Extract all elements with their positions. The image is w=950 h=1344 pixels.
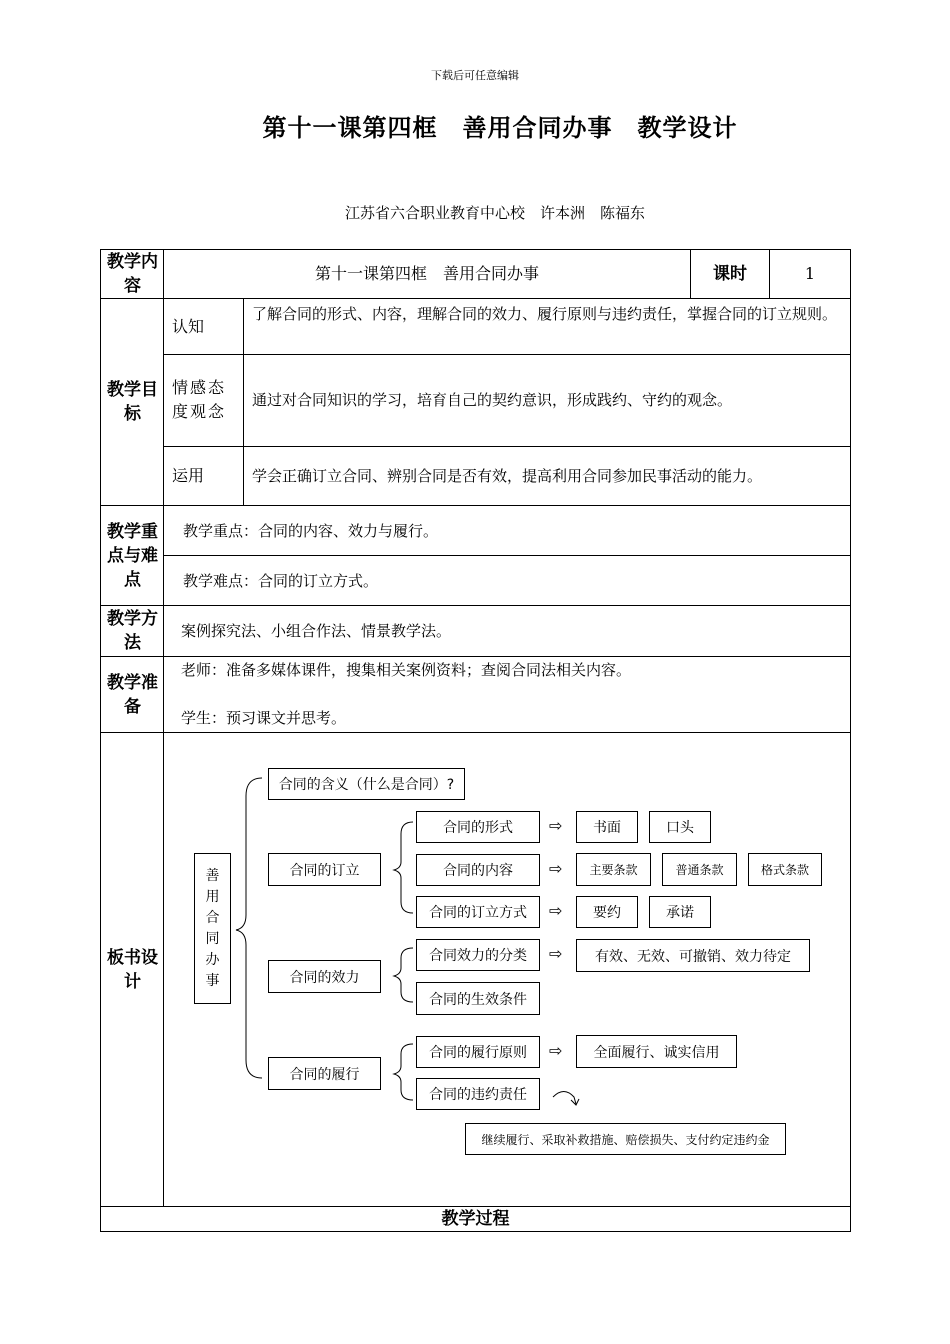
board-content-item: 主要条款: [576, 853, 651, 886]
board-breach-items: 继续履行、采取补救措施、赔偿损失、支付约定违约金: [465, 1123, 786, 1155]
board-content-item: 普通条款: [662, 853, 737, 886]
goal-emotion-label: 情感态度观念: [172, 378, 227, 421]
focus-point: 教学重点：合同的内容、效力与履行。: [183, 522, 439, 540]
prep-student: 学生：预习课文并思考。: [181, 709, 347, 727]
arrow-right-icon: ⇨: [549, 901, 563, 920]
difficult-point: 教学难点：合同的订立方式。: [183, 572, 379, 590]
arrow-right-icon: ⇨: [549, 1041, 563, 1060]
board-perform: 合同的履行: [268, 1057, 381, 1090]
prep-teacher: 老师：准备多媒体课件，搜集相关案例资料；查阅合同法相关内容。: [181, 661, 632, 679]
board-validity-class: 合同效力的分类: [416, 939, 540, 971]
content-value: 第十一课第四框 善用合同办事: [314, 264, 539, 283]
board-breach: 合同的违约责任: [416, 1078, 540, 1110]
arrow-right-icon: ⇨: [549, 859, 563, 878]
board-perform-principle-items: 全面履行、诚实信用: [576, 1035, 737, 1068]
hours-label: 课时: [713, 264, 747, 284]
goals-label: 教学目标: [107, 380, 158, 424]
process-label: 教学过程: [441, 1209, 510, 1229]
focus-label: 教学重点与难点: [107, 521, 158, 590]
content-label: 教学内容: [107, 252, 158, 296]
hours-value: 1: [804, 264, 816, 283]
board-sign: 合同的订立: [268, 853, 381, 886]
board-perform-principle: 合同的履行原则: [416, 1036, 540, 1068]
goal-cognition-text: 了解合同的形式、内容，理解合同的效力、履行原则与违约责任，掌握合同的订立规则。: [252, 305, 838, 323]
board-root: 善用合同办事: [194, 853, 231, 1004]
goal-apply-text: 学会正确订立合同、辨别合同是否有效，提高利用合同参加民事活动的能力。: [252, 467, 763, 485]
goal-cognition-label: 认知: [172, 317, 205, 336]
board-method: 合同的订立方式: [416, 896, 540, 928]
goal-apply-label: 运用: [172, 466, 205, 485]
board-validity: 合同的效力: [268, 960, 381, 993]
board-validity-cond: 合同的生效条件: [416, 982, 540, 1015]
board-method-item: 承诺: [649, 896, 711, 928]
board-method-item: 要约: [576, 896, 638, 928]
board-form: 合同的形式: [416, 811, 540, 843]
method-text: 案例探究法、小组合作法、情景教学法。: [181, 622, 452, 640]
board-content: 合同的内容: [416, 854, 540, 886]
prep-label: 教学准备: [107, 672, 158, 717]
board-form-item: 口头: [649, 811, 711, 843]
author-line: 江苏省六合职业教育中心校 许本洲 陈福东: [344, 204, 645, 222]
board-validity-class-items: 有效、无效、可撤销、效力待定: [576, 939, 810, 972]
page-title: 第十一课第四框 善用合同办事 教学设计: [262, 113, 738, 142]
method-label: 教学方法: [107, 609, 158, 653]
arrow-right-icon: ⇨: [549, 944, 563, 963]
board-form-item: 书面: [576, 811, 638, 843]
arrow-right-icon: ⇨: [549, 816, 563, 835]
header-note: 下载后可任意编辑: [431, 69, 519, 82]
board-label: 板书设计: [107, 947, 158, 992]
goal-emotion-text: 通过对合同知识的学习，培育自己的契约意识，形成践约、守约的观念。: [252, 391, 733, 409]
board-content-item: 格式条款: [748, 853, 822, 886]
board-meaning: 合同的含义（什么是合同）?: [268, 768, 465, 800]
